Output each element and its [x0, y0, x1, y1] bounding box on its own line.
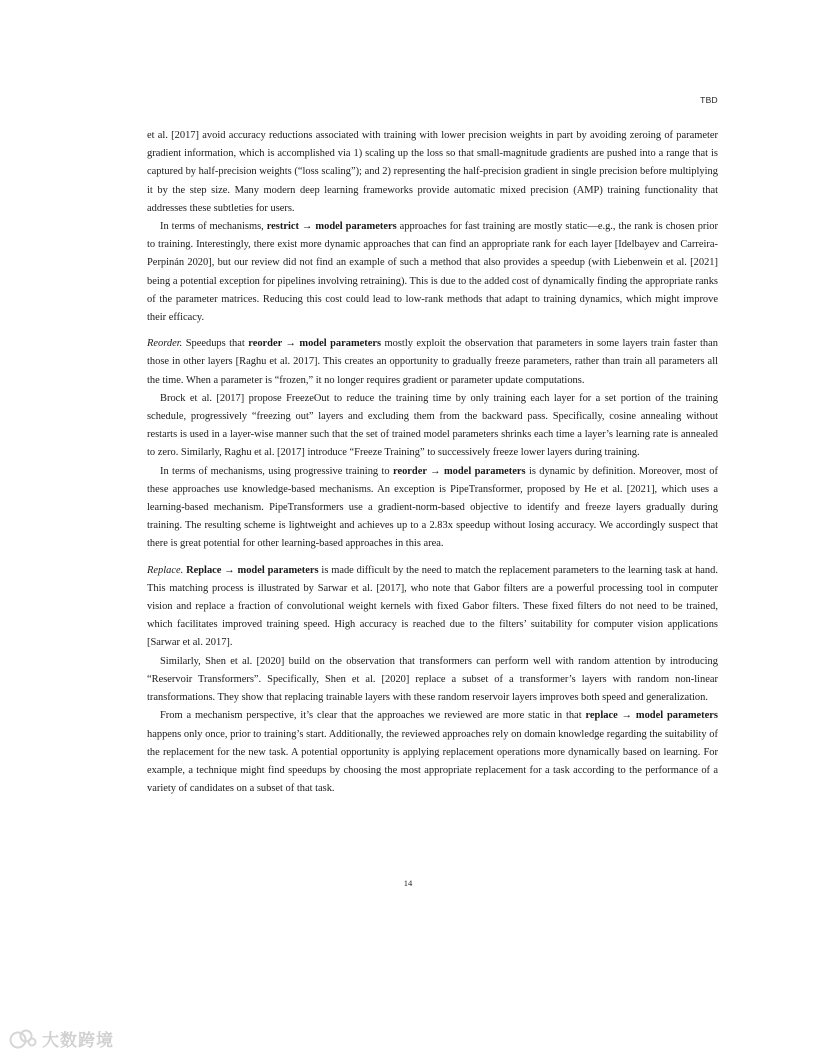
paragraph-freezeout — [147, 390, 718, 463]
bold-term: Replace → model parameters — [186, 564, 319, 576]
paragraph-text: happens only once, prior to training’s start. Additionally, the reviewed approaches rely on domain knowledge regarding the suitability of the replacement for the new task. A potential opportunity is applying replacement operations more dynamically based on learning. For example, a technique might find speedups by choosing the most appropriate replacement for a task according to the performance of a variety of candidates on a subset of that task. — [147, 728, 718, 795]
paragraph-text: is made difficult by the need to match the replacement parameters to the learning task at hand. This matching process is illustrated by Sarwar et al. [2017], who note that Gabor filters are a powerful processing tool in computer vision and replace a fraction of convolutional weight kernels with fixed Gabor filters. These fixed filters do not need to be trained, which facilitates improved training speed. High accuracy is reached due to the filters’ suitability for computer vision applications [Sarwar et al. 2017]. — [147, 564, 718, 649]
section-runin-heading: Reorder. — [147, 338, 183, 350]
bold-term: reorder → model parameters — [393, 465, 526, 477]
paragraph-text: From a mechanism perspective, it’s clear that the approaches we reviewed are more static in that — [160, 710, 586, 722]
running-head: TBD — [700, 95, 718, 105]
bold-term: reorder → model parameters — [248, 338, 382, 350]
paragraph-text: Speedups that — [182, 338, 249, 350]
paragraph-reorder-intro — [147, 335, 718, 390]
paragraph-text: Similarly, Shen et al. [2020] build on the observation that transformers can perform well with random attention by introducing “Reservoir Transformers”. Specifically, Shen et al. [2020] replace a subset of a transformer’s layers with random non-linear transformations. They show that replacing trainable layers with these random reservoir layers improves both speed and generalization. — [147, 655, 718, 704]
section-runin-heading: Replace. — [147, 564, 184, 576]
paragraph-text: approaches for fast training are mostly static—e.g., the rank is chosen prior to training. Interestingly, there exist more dynamic approaches that can find an appropriate rank for each layer [Idelbayev and Carreira-Perpinán 2020], but our review did not find an example of such a method that also provides a speedup (with Liebenwein et al. [2021] being a potential exception for pipelines involving retraining). This is due to the added cost of dynamically finding the appropriate ranks of the parameter matrices. Reducing this cost could lead to low-rank methods that adapt to training dynamics, which might improve their efficacy. — [147, 221, 718, 324]
bold-term: restrict → model parameters — [266, 221, 397, 233]
paragraph-text: In terms of mechanisms, using progressive training to — [160, 465, 393, 477]
page-body — [147, 127, 718, 798]
paragraph-text: In terms of mechanisms, — [160, 221, 267, 233]
paragraph-replace-intro — [147, 562, 718, 653]
bold-term: replace → model parameters — [585, 710, 718, 722]
watermark-text: 大数跨境 — [42, 1031, 114, 1051]
paragraph-restrict-mechanisms — [147, 218, 718, 327]
watermark — [8, 1026, 114, 1051]
paragraph-text: et al. [2017] avoid accuracy reductions associated with training with lower precision weights in part by avoiding zeroing of parameter gradient information, which is accomplished via 1) scaling up the loss so that small-magnitude gradients are pushed into a range that is captured by half-precision weights (“loss scaling”); and 2) representing the half-precision gradient in single precision before multiplying it by the step size. Many modern deep learning frameworks provide automatic mixed precision (AMP) training functionality that addresses these subtleties for users. — [147, 130, 718, 214]
paragraph-text: mostly exploit the observation that parameters in some layers train faster than those in other layers [Raghu et al. 2017]. This creates an opportunity to gradually freeze parameters, rather than train all parameters all the time. When a parameter is “frozen,” it no longer requires gradient or parameter update computations. — [147, 338, 718, 386]
paragraph-amp-continuation — [147, 127, 718, 218]
paragraph-reservoir-transformers — [147, 653, 718, 708]
paragraph-reorder-mechanisms — [147, 463, 718, 554]
paragraph-replace-mechanisms — [147, 707, 718, 798]
page-number: 14 — [403, 878, 413, 888]
paragraph-text: is dynamic by definition. Moreover, most of these approaches use knowledge-based mechanisms. An exception is PipeTransformer, proposed by He et al. [2021], which uses a learning-based mechanism. PipeTransformers use a gradient-norm-based objective to identify and freeze layers gradually during training. The resulting scheme is lightweight and achieves up to a 2.83x speedup without losing accuracy. We accordingly suspect that there is great potential for other learning-based approaches in this area. — [147, 465, 718, 550]
logo-icon — [8, 1027, 38, 1051]
paragraph-text: Brock et al. [2017] propose FreezeOut to reduce the training time by only training each layer for a set portion of the training schedule, progressively “freezing out” layers and excluding them from the backward pass. Specifically, cosine annealing without restarts is used in a layer-wise manner such that the set of trained model parameters shrinks each time a layer’s learning rate is annealed to zero. Similarly, Raghu et al. [2017] introduce “Freeze Training” to successively freeze lower layers during training. — [147, 392, 718, 459]
